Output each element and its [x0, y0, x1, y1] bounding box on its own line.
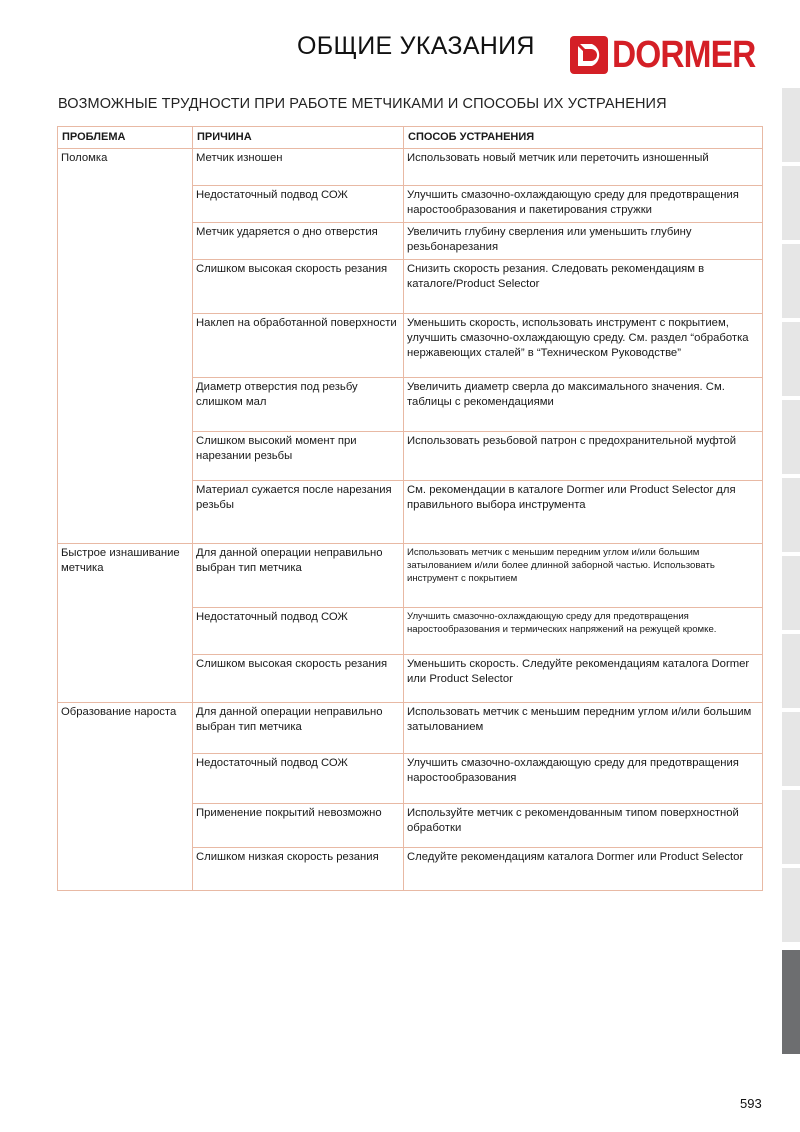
cause-cell: Слишком низкая скорость резания [193, 848, 404, 891]
header-solution: СПОСОБ УСТРАНЕНИЯ [404, 127, 763, 149]
solution-cell: Улучшить смазочно-охлаждающую среду для предотвращения наростообразования [404, 754, 763, 804]
dormer-logo-icon [570, 36, 608, 74]
solution-cell: Использовать метчик с меньшим передним углом и/или большим затылованием и/или более длинной заборной частью. Использовать инструмент с покрытием [404, 544, 763, 608]
cause-cell: Применение покрытий невозможно [193, 804, 404, 848]
solution-cell: Увеличить диаметр сверла до максимального значения. См. таблицы с рекомендациями [404, 378, 763, 432]
cause-cell: Метчик ударяется о дно отверстия [193, 223, 404, 260]
cause-cell: Недостаточный подвод СОЖ [193, 608, 404, 655]
solution-cell: Увеличить глубину сверления или уменьшить глубину резьбонарезания [404, 223, 763, 260]
problem-cell: Образование нароста [58, 703, 193, 891]
solution-cell: Используйте метчик с рекомендованным типом поверхностной обработки [404, 804, 763, 848]
solution-cell: См. рекомендации в каталоге Dormer или Product Selector для правильного выбора инструмента [404, 481, 763, 544]
page-title: ОБЩИЕ УКАЗАНИЯ [297, 32, 535, 60]
cause-cell: Недостаточный подвод СОЖ [193, 754, 404, 804]
problem-cell: Поломка [58, 149, 193, 544]
section-tab[interactable] [782, 556, 800, 630]
troubleshooting-table [57, 126, 763, 891]
section-tab[interactable] [782, 322, 800, 396]
cause-cell: Наклеп на обработанной поверхности [193, 314, 404, 378]
cause-cell: Слишком высокая скорость резания [193, 655, 404, 703]
solution-cell: Уменьшить скорость, использовать инструмент с покрытием, улучшить смазочно-охлаждающую среду. См. раздел “обработка нержавеющих сталей” в “Техническом Руководстве” [404, 314, 763, 378]
section-tab[interactable] [782, 712, 800, 786]
cause-cell: Метчик изношен [193, 149, 404, 186]
page-number: 593 [740, 1096, 762, 1111]
problem-cell: Быстрое изнашивание метчика [58, 544, 193, 703]
solution-cell: Следуйте рекомендациям каталога Dormer или Product Selector [404, 848, 763, 891]
table-row [58, 544, 763, 608]
cause-cell: Диаметр отверстия под резьбу слишком мал [193, 378, 404, 432]
solution-cell: Уменьшить скорость. Следуйте рекомендациям каталога Dormer или Product Selector [404, 655, 763, 703]
solution-cell: Использовать новый метчик или переточить изношенный [404, 149, 763, 186]
section-tab-active[interactable] [782, 950, 800, 1054]
troubleshooting-table-container [57, 126, 762, 891]
dormer-logo [570, 36, 764, 74]
table-header-row [58, 127, 763, 149]
solution-cell: Использовать метчик с меньшим передним углом и/или большим затылованием [404, 703, 763, 754]
cause-cell: Для данной операции неправильно выбран тип метчика [193, 703, 404, 754]
header-cause: ПРИЧИНА [193, 127, 404, 149]
dormer-logo-text: DORMER [612, 34, 756, 76]
section-tab[interactable] [782, 790, 800, 864]
solution-cell: Использовать резьбовой патрон с предохранительной муфтой [404, 432, 763, 481]
table-row [58, 703, 763, 754]
cause-cell: Недостаточный подвод СОЖ [193, 186, 404, 223]
cause-cell: Для данной операции неправильно выбран тип метчика [193, 544, 404, 608]
section-tab[interactable] [782, 88, 800, 162]
cause-cell: Слишком высокий момент при нарезании резьбы [193, 432, 404, 481]
section-heading: ВОЗМОЖНЫЕ ТРУДНОСТИ ПРИ РАБОТЕ МЕТЧИКАМИ И СПОСОБЫ ИХ УСТРАНЕНИЯ [58, 96, 667, 112]
table-row [58, 149, 763, 186]
header-problem: ПРОБЛЕМА [58, 127, 193, 149]
section-tab[interactable] [782, 868, 800, 942]
cause-cell: Слишком высокая скорость резания [193, 260, 404, 314]
section-tab[interactable] [782, 400, 800, 474]
solution-cell: Улучшить смазочно-охлаждающую среду для предотвращения наростообразования и термических напряжений на режущей кромке. [404, 608, 763, 655]
solution-cell: Улучшить смазочно-охлаждающую среду для предотвращения наростообразования и пакетирования стружки [404, 186, 763, 223]
section-tab[interactable] [782, 478, 800, 552]
cause-cell: Материал сужается после нарезания резьбы [193, 481, 404, 544]
section-tab[interactable] [782, 244, 800, 318]
section-tab[interactable] [782, 166, 800, 240]
solution-cell: Снизить скорость резания. Следовать рекомендациям в каталоге/Product Selector [404, 260, 763, 314]
section-tab[interactable] [782, 634, 800, 708]
